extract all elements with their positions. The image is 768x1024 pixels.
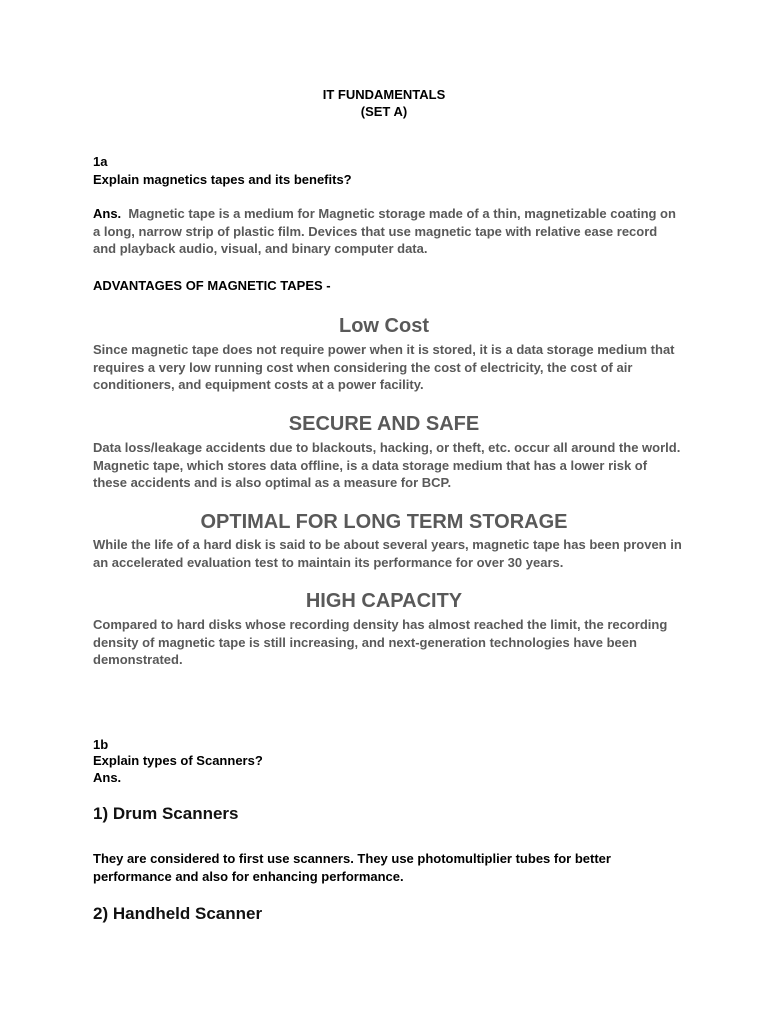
section-text-secure-safe: Data loss/leakage accidents due to blackouts, hacking, or theft, etc. occur all around the world. Magnetic tape, which stores data offline, is a data storage medium that has a lower risk of these accidents and is also optimal as a measure for BCP. <box>93 440 681 490</box>
section-heading-low-cost: Low Cost <box>339 315 429 337</box>
scanner-text-drum: They are considered to first use scanners. They use photomultiplier tubes for better performance and also for enhancing performance. <box>93 851 611 884</box>
question-text-1b: Explain types of Scanners? <box>93 753 263 768</box>
section-text-long-term-storage: While the life of a hard disk is said to be about several years, magnetic tape has been proven in an accelerated evaluation test to maintain its performance for over 30 years. <box>93 537 682 570</box>
question-text-1a: Explain magnetics tapes and its benefits? <box>93 172 352 187</box>
advantages-title: ADVANTAGES OF MAGNETIC TAPES - <box>93 278 331 293</box>
answer-label-1b: Ans. <box>93 770 122 785</box>
answer-1a <box>93 205 683 258</box>
scanner-heading-handheld: 2) Handheld Scanner <box>93 904 263 923</box>
section-heading-secure-safe: SECURE AND SAFE <box>288 413 480 435</box>
section-heading-high-capacity: HIGH CAPACITY <box>305 590 463 612</box>
section-text-low-cost: Since magnetic tape does not require power when it is stored, it is a data storage medium that requires a very low running cost when considering the cost of electricity, the cost of air conditioners, and equipment costs at a power facility. <box>93 342 675 392</box>
question-number-1b: 1b <box>93 737 109 752</box>
answer-label-1a: Ans. <box>93 206 122 221</box>
question-number-1a: 1a <box>93 154 108 169</box>
section-heading-long-term-storage: OPTIMAL FOR LONG TERM STORAGE <box>200 511 568 533</box>
section-text-high-capacity: Compared to hard disks whose recording density has almost reached the limit, the recording density of magnetic tape is still increasing, and next-generation technologies have been demonstrated. <box>93 617 668 667</box>
document-title: IT FUNDAMENTALS <box>322 87 446 102</box>
document-subtitle: (SET A) <box>360 104 408 119</box>
answer-text-1a: Magnetic tape is a medium for Magnetic storage made of a thin, magnetizable coating on a long, narrow strip of plastic film. Devices that use magnetic tape with relative ease record and playback audio, visual, and binary computer data. <box>93 206 676 256</box>
scanner-heading-drum: 1) Drum Scanners <box>93 804 239 823</box>
